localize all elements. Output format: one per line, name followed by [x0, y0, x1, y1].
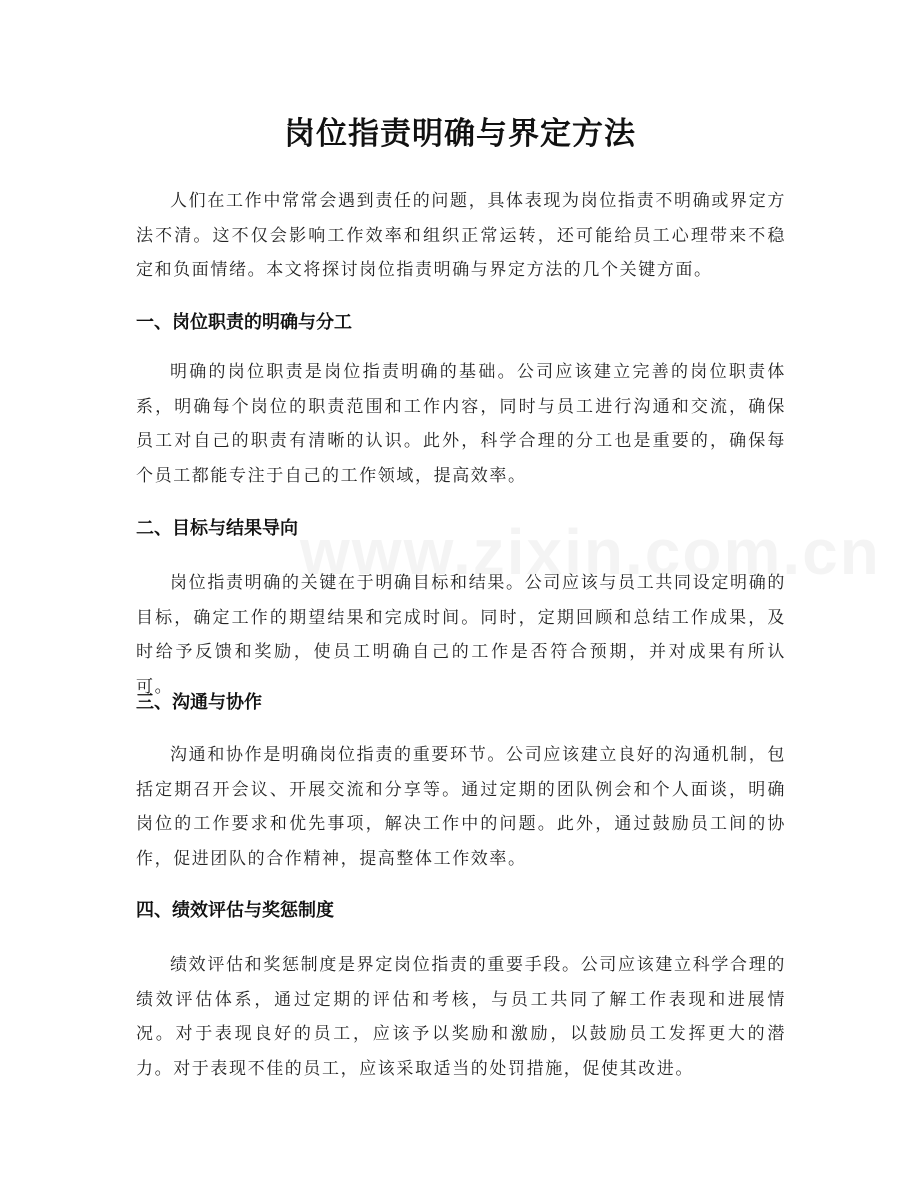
page-title: 岗位指责明确与界定方法 — [284, 116, 636, 152]
section-body-3: 沟通和协作是明确岗位指责的重要环节。公司应该建立良好的沟通机制，包括定期召开会议、开展交流和分享等。通过定期的团队例会和个人面谈，明确岗位的工作要求和优先事项，解决工作中的问题。此外，通过鼓励员工间的协作，促进团队的合作精神，提高整体工作效率。 — [136, 745, 786, 869]
section-body-4: 绩效评估和奖惩制度是界定岗位指责的重要手段。公司应该建立科学合理的绩效评估体系，通过定期的评估和考核，与员工共同了解工作表现和进展情况。对于表现良好的员工，应该予以奖励和激励，以鼓励员工发挥更大的潜力。对于表现不佳的员工，应该采取适当的处罚措施，促使其改进。 — [136, 955, 786, 1079]
section-heading-2: 二、目标与结果导向 — [136, 518, 298, 539]
section-body-2: 岗位指责明确的关键在于明确目标和结果。公司应该与员工共同设定明确的目标，确定工作的期望结果和完成时间。同时，定期回顾和总结工作成果，及时给予反馈和奖励，使员工明确自己的工作是否符合预期，并对成果有所认可。 — [136, 573, 786, 697]
section-heading-1: 一、岗位职责的明确与分工 — [136, 312, 352, 333]
section-heading-3: 三、沟通与协作 — [136, 692, 262, 713]
section-body-1: 明确的岗位职责是岗位指责明确的基础。公司应该建立完善的岗位职责体系，明确每个岗位的职责范围和工作内容，同时与员工进行沟通和交流，确保员工对自己的职责有清晰的认识。此外，科学合理的分工也是重要的，确保每个员工都能专注于自己的工作领域，提高效率。 — [136, 362, 786, 486]
section-heading-4: 四、绩效评估与奖惩制度 — [136, 900, 334, 921]
intro-paragraph: 人们在工作中常常会遇到责任的问题，具体表现为岗位指责不明确或界定方法不清。这不仅会影响工作效率和组织正常运转，还可能给员工心理带来不稳定和负面情绪。本文将探讨岗位指责明确与界定方法的几个关键方面。 — [136, 191, 786, 280]
